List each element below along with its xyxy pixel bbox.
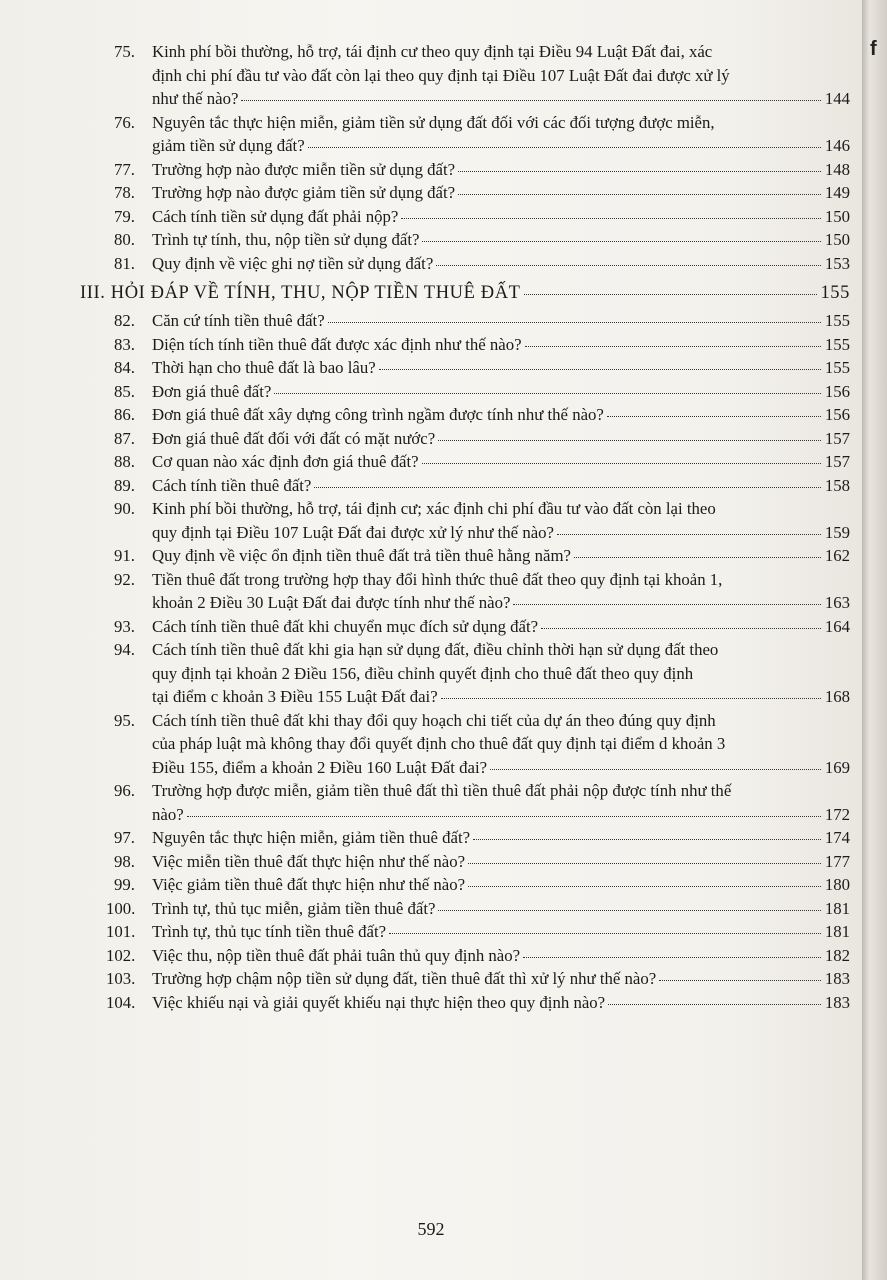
entry-page: 157 — [824, 452, 850, 471]
dot-leader — [187, 816, 821, 817]
entry-number: 85. — [114, 381, 135, 401]
entry-page: 150 — [824, 206, 850, 226]
toc-entry — [114, 380, 850, 404]
toc-entry — [114, 356, 850, 380]
entry-last-line — [152, 158, 850, 182]
entry-page: 148 — [824, 159, 850, 179]
entry-page: 144 — [824, 89, 850, 108]
entry-title: Diện tích tính tiền thuê đất được xác định như thế nào? — [152, 334, 522, 354]
dot-leader — [328, 322, 821, 323]
entry-page: 158 — [824, 475, 850, 495]
entry-line: Tiền thuê đất trong trường hợp thay đổi hình thức thuê đất theo quy định tại khoản 1, — [152, 569, 723, 589]
entry-title: Nguyên tắc thực hiện miễn, giảm tiền thuê đất? — [152, 828, 471, 847]
entry-title: Căn cứ tính tiền thuê đất? — [152, 311, 325, 330]
entry-number: 83. — [114, 334, 135, 354]
entry-page: 172 — [824, 804, 850, 824]
entry-page: 183 — [824, 969, 850, 988]
entry-title: Thời hạn cho thuê đất là bao lâu? — [152, 358, 376, 377]
entry-line: của pháp luật mà không thay đổi quyết định cho thuê đất quy định tại điểm d khoản 3 — [152, 734, 726, 753]
toc-entry — [106, 967, 850, 991]
entry-number: 81. — [114, 253, 135, 273]
entry-page: 169 — [824, 757, 850, 777]
entry-title: Cách tính tiền sử dụng đất phải nộp? — [152, 206, 399, 226]
entry-page: 164 — [824, 616, 850, 636]
entry-number: 87. — [114, 428, 135, 448]
entry-number: 90. — [114, 499, 135, 518]
toc-entry — [114, 568, 850, 615]
entry-page: 153 — [824, 253, 850, 273]
entry-title: quy định tại Điều 107 Luật Đất đai được xử lý như thế nào? — [152, 522, 554, 542]
toc-entry — [114, 615, 850, 639]
entry-number: 104. — [106, 992, 136, 1012]
dot-leader — [438, 440, 821, 441]
entry-title: Đơn giá thuê đất? — [152, 381, 272, 401]
dot-leader — [557, 534, 821, 535]
dot-leader — [308, 147, 821, 148]
entry-number: 99. — [114, 875, 135, 894]
entry-number: 76. — [114, 112, 135, 132]
dot-leader — [379, 369, 821, 370]
dot-leader — [513, 604, 821, 605]
entry-page: 155 — [824, 358, 850, 377]
dot-leader — [659, 980, 821, 981]
entry-number: 102. — [106, 945, 136, 965]
entry-number: 78. — [114, 183, 135, 202]
entry-number: 86. — [114, 405, 135, 424]
entry-last-line — [152, 228, 850, 252]
entry-last-line — [152, 967, 850, 991]
toc-entry — [114, 228, 850, 252]
entry-page: 157 — [824, 428, 850, 448]
entry-number: 91. — [114, 546, 135, 565]
entry-last-line — [152, 181, 850, 205]
entry-number: 77. — [114, 159, 135, 179]
entry-page: 156 — [824, 381, 850, 401]
entry-number: 98. — [114, 851, 135, 871]
dot-leader — [524, 294, 818, 295]
entry-number: 80. — [114, 230, 135, 249]
toc-entry — [114, 497, 850, 544]
entry-title: Việc miễn tiền thuê đất thực hiện như thế nào? — [152, 851, 466, 871]
dot-leader — [436, 265, 821, 266]
entry-title: Cơ quan nào xác định đơn giá thuê đất? — [152, 452, 419, 471]
entry-title: Điều 155, điểm a khoản 2 Điều 160 Luật Đất đai? — [152, 757, 488, 777]
toc-entry — [114, 181, 850, 205]
entry-title: Trường hợp chậm nộp tiền sử dụng đất, tiền thuê đất thì xử lý như thế nào? — [152, 969, 657, 988]
toc-entry — [114, 450, 850, 474]
entry-line: định chi phí đầu tư vào đất còn lại theo quy định tại Điều 107 Luật Đất đai được xử lý — [152, 65, 730, 85]
entry-last-line — [152, 544, 850, 568]
toc-entry — [114, 779, 850, 826]
entry-last-line — [152, 944, 850, 968]
entry-last-line — [152, 87, 850, 111]
entry-last-line — [152, 803, 850, 827]
toc-entry — [114, 638, 850, 709]
entry-title: Quy định về việc ghi nợ tiền sử dụng đất? — [152, 253, 434, 273]
entry-title: Việc thu, nộp tiền thuê đất phải tuân thủ quy định nào? — [152, 945, 521, 965]
toc-entry — [114, 474, 850, 498]
dot-leader — [574, 557, 821, 558]
dot-leader — [274, 393, 821, 394]
entry-number: 89. — [114, 475, 135, 495]
entry-last-line — [152, 356, 850, 380]
entry-number: 94. — [114, 640, 135, 659]
entry-number: 84. — [114, 358, 135, 377]
toc-entry — [106, 920, 850, 944]
entry-last-line — [152, 685, 850, 709]
entry-number: 97. — [114, 828, 135, 847]
dot-leader — [422, 241, 821, 242]
entry-line: quy định tại khoản 2 Điều 156, điều chỉnh quyết định cho thuê đất theo quy định — [152, 663, 694, 683]
entry-last-line — [152, 403, 850, 427]
entry-page: 155 — [824, 311, 850, 330]
toc-entry — [114, 403, 850, 427]
entry-page: 156 — [824, 405, 850, 424]
entry-title: Trình tự, thủ tục tính tiền thuê đất? — [152, 922, 387, 941]
dot-leader — [541, 628, 821, 629]
entry-title: Trường hợp nào được giảm tiền sử dụng đất? — [152, 183, 456, 202]
entry-title: Việc giảm tiền thuê đất thực hiện như thế nào? — [152, 875, 466, 894]
entry-title: nào? — [152, 804, 184, 824]
dot-leader — [458, 194, 821, 195]
toc-entry — [114, 252, 850, 276]
entry-line: Kinh phí bồi thường, hỗ trợ, tái định cư; xác định chi phí đầu tư vào đất còn lại theo — [152, 499, 716, 518]
toc-entry — [114, 40, 850, 111]
dot-leader — [525, 346, 821, 347]
entry-page: 159 — [824, 522, 850, 542]
entry-last-line — [152, 252, 850, 276]
entry-line: Kinh phí bồi thường, hỗ trợ, tái định cư theo quy định tại Điều 94 Luật Đất đai, xác — [152, 42, 713, 61]
entry-last-line — [152, 897, 850, 921]
toc-entry — [114, 427, 850, 451]
entry-number: 101. — [106, 922, 136, 941]
dot-leader — [523, 957, 821, 958]
toc-entry — [114, 850, 850, 874]
toc-entry — [114, 826, 850, 850]
entry-page: 162 — [824, 546, 850, 565]
entry-page: 168 — [824, 687, 850, 706]
entry-last-line — [152, 873, 850, 897]
entry-last-line — [152, 591, 850, 615]
entry-last-line — [152, 826, 850, 850]
entry-number: 103. — [106, 969, 136, 988]
entry-page: 183 — [824, 992, 850, 1012]
entry-number: 82. — [114, 311, 135, 330]
entry-last-line — [152, 991, 850, 1015]
entry-number: 96. — [114, 781, 135, 800]
page-edge — [862, 0, 887, 1280]
entry-page: 181 — [824, 898, 850, 918]
entry-last-line — [152, 615, 850, 639]
entry-last-line — [152, 333, 850, 357]
entry-title: như thế nào? — [152, 89, 239, 108]
toc-entry — [114, 873, 850, 897]
entry-title: Trường hợp nào được miễn tiền sử dụng đất? — [152, 159, 456, 179]
dot-leader — [458, 171, 821, 172]
entry-last-line — [152, 309, 850, 333]
toc-entry — [106, 897, 850, 921]
section-heading — [80, 279, 850, 307]
entry-last-line — [152, 850, 850, 874]
table-of-contents — [80, 40, 850, 1014]
toc-entry — [114, 111, 850, 158]
entry-page: 181 — [824, 922, 850, 941]
toc-entry — [114, 205, 850, 229]
entry-title: Cách tính tiền thuê đất? — [152, 475, 312, 495]
toc-entry — [114, 544, 850, 568]
entry-page: 155 — [820, 283, 850, 303]
entry-last-line — [152, 474, 850, 498]
entry-title: khoản 2 Điều 30 Luật Đất đai được tính như thế nào? — [152, 593, 511, 612]
entry-line: Cách tính tiền thuê đất khi gia hạn sử dụng đất, điều chỉnh thời hạn sử dụng đất theo — [152, 640, 719, 659]
entry-page: 155 — [824, 334, 850, 354]
dot-leader — [314, 487, 821, 488]
dot-leader — [438, 910, 821, 911]
toc-entry — [114, 333, 850, 357]
entry-page: 150 — [824, 230, 850, 249]
toc-entry — [114, 309, 850, 333]
entry-page: 146 — [824, 136, 850, 155]
entry-line: Trường hợp được miễn, giảm tiền thuê đất thì tiền thuê đất phải nộp được tính như thế — [152, 781, 732, 800]
entry-number: 92. — [114, 569, 135, 589]
entry-last-line — [152, 134, 850, 158]
entry-page: 182 — [824, 945, 850, 965]
entry-last-line — [152, 205, 850, 229]
dot-leader — [241, 100, 821, 101]
entry-number: 75. — [114, 42, 135, 61]
entry-page: 174 — [824, 828, 850, 847]
entry-line: Nguyên tắc thực hiện miễn, giảm tiền sử dụng đất đối với các đối tượng được miễn, — [152, 112, 715, 132]
page-number: 592 — [417, 1219, 445, 1239]
entry-last-line — [152, 427, 850, 451]
entry-title: Cách tính tiền thuê đất khi chuyển mục đích sử dụng đất? — [152, 616, 539, 636]
dot-leader — [468, 886, 821, 887]
entry-title: Quy định về việc ổn định tiền thuê đất trả tiền thuê hằng năm? — [152, 546, 571, 565]
entry-title: III. HỎI ĐÁP VỀ TÍNH, THU, NỘP TIỀN THUÊ ĐẤT — [80, 283, 521, 303]
entry-last-line — [152, 380, 850, 404]
entry-number: 100. — [106, 898, 136, 918]
toc-entry — [114, 709, 850, 780]
dot-leader — [490, 769, 821, 770]
entry-number: 95. — [114, 710, 135, 730]
entry-page: 163 — [824, 593, 850, 612]
entry-title: Trình tự, thủ tục miễn, giảm tiền thuê đất? — [152, 898, 436, 918]
entry-page: 180 — [824, 875, 850, 894]
entry-number: 93. — [114, 616, 135, 636]
entry-page: 177 — [824, 851, 850, 871]
entry-title: tại điểm c khoản 3 Điều 155 Luật Đất đai? — [152, 687, 438, 706]
entry-line: Cách tính tiền thuê đất khi thay đổi quy hoạch chi tiết của dự án theo đúng quy định — [152, 710, 716, 730]
dot-leader — [441, 698, 821, 699]
entry-title: Trình tự tính, thu, nộp tiền sử dụng đất? — [152, 230, 420, 249]
toc-entry — [106, 944, 850, 968]
entry-last-line — [152, 450, 850, 474]
entry-last-line — [152, 521, 850, 545]
toc-entry — [106, 991, 850, 1015]
dot-leader — [473, 839, 821, 840]
entry-last-line — [152, 756, 850, 780]
entry-last-line — [152, 920, 850, 944]
dot-leader — [401, 218, 821, 219]
dot-leader — [389, 933, 821, 934]
toc-entry — [114, 158, 850, 182]
entry-page: 149 — [824, 183, 850, 202]
entry-title: giảm tiền sử dụng đất? — [152, 136, 305, 155]
dot-leader — [468, 863, 821, 864]
dot-leader — [608, 1004, 821, 1005]
entry-number: 88. — [114, 452, 135, 471]
dot-leader — [607, 416, 821, 417]
entry-title: Đơn giá thuê đất đối với đất có mặt nước? — [152, 428, 436, 448]
dot-leader — [422, 463, 821, 464]
entry-number: 79. — [114, 206, 135, 226]
entry-title: Việc khiếu nại và giải quyết khiếu nại thực hiện theo quy định nào? — [152, 992, 606, 1012]
entry-title: Đơn giá thuê đất xây dựng công trình ngầm được tính như thế nào? — [152, 405, 604, 424]
edge-letter: f — [870, 38, 877, 60]
